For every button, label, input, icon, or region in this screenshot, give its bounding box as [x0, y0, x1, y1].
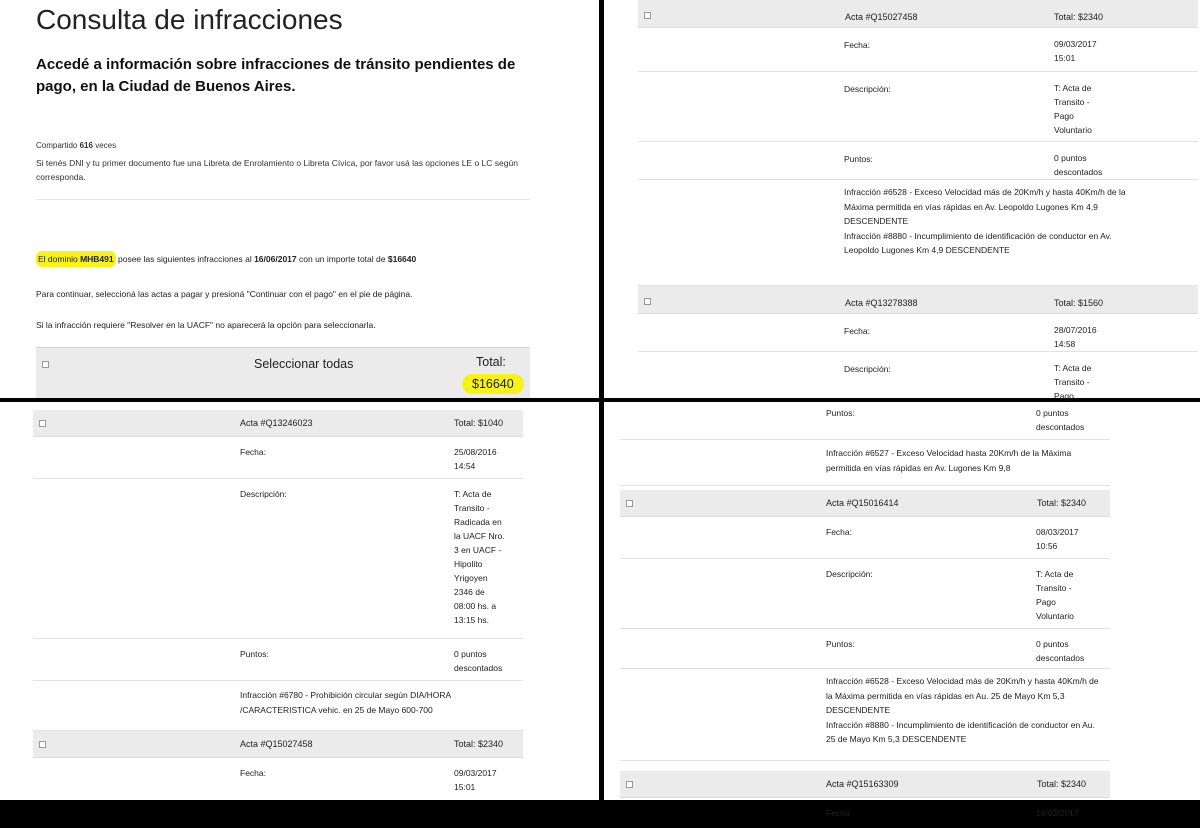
- acta-number: Acta #Q13278388: [845, 298, 918, 308]
- divider: [36, 199, 530, 200]
- fecha-value: 09/03/2017 15:01: [1054, 39, 1097, 63]
- acta-total: Total: $2340: [1037, 779, 1087, 789]
- descripcion-row: [638, 72, 1198, 142]
- fecha-value: 25/08/2016 14:54: [454, 447, 497, 471]
- puntos-value: 0 puntos descontados: [1036, 639, 1085, 663]
- fecha-label: Fecha:: [844, 326, 870, 336]
- descripcion-label: Descripción:: [826, 569, 873, 579]
- fecha-value: 09/03/2017 15:01: [454, 768, 497, 792]
- acta-number: Acta #Q15027458: [845, 12, 918, 22]
- fecha-row: [620, 517, 1110, 559]
- fecha-label: Fecha:: [844, 40, 870, 50]
- descripcion-value: T: Acta de Transito - Pago Voluntario: [1054, 83, 1092, 135]
- infraction-detail-text: Infracción #6528 - Exceso Velocidad más de 20Km/h y hasta 40Km/h de la Máxima permitida en vías rápidas en Av. Leopoldo Lugones Km 4,9 DESCENDENTE Infracción #8880 - Incumplimiento de identificación de conductor en Av. Leopoldo Lugones Km 4,9 DESCENDENTE: [844, 187, 1126, 255]
- acta-number: Acta #Q15016414: [826, 498, 899, 508]
- select-all-checkbox[interactable]: [42, 361, 49, 368]
- dominio-amount-prefix: con un importe total de: [299, 254, 386, 264]
- fecha-row: [33, 758, 523, 800]
- acta-total: Total: $1560: [1054, 298, 1104, 308]
- uacf-note: Si la infracción requiere "Resolver en la UACF" no aparecerá la opción para seleccionarla.: [36, 320, 376, 330]
- fecha-label: Fecha:: [240, 768, 266, 778]
- share-prefix: Compartido: [36, 141, 78, 150]
- acta-header: [620, 771, 1110, 798]
- acta-number: Acta #Q13246023: [240, 418, 313, 428]
- acta-total: Total: $2340: [1037, 498, 1087, 508]
- fecha-row: [33, 437, 523, 479]
- total-label: Total:: [476, 355, 506, 369]
- infractions-panel-3: [0, 402, 599, 800]
- puntos-label: Puntos:: [240, 649, 269, 659]
- continue-note: Para continuar, seleccioná las actas a pagar y presioná "Continuar con el pago" en el pie de página.: [36, 289, 413, 299]
- dominio-plate: MHB491: [80, 254, 114, 264]
- descripcion-value: T: Acta de Transito - Pago: [1054, 363, 1092, 401]
- acta-checkbox[interactable]: [626, 781, 633, 788]
- fecha-label: Fecha:: [826, 808, 852, 818]
- fecha-row: [638, 28, 1198, 72]
- share-suffix: veces: [95, 141, 117, 150]
- fecha-label: Fecha:: [240, 447, 266, 457]
- acta-checkbox[interactable]: [644, 298, 651, 305]
- acta-header: [33, 410, 523, 437]
- descripcion-value: T: Acta de Transito - Pago Voluntario: [1036, 569, 1074, 621]
- descripcion-row: [33, 479, 523, 639]
- page-title: Consulta de infracciones: [36, 4, 343, 35]
- acta-checkbox[interactable]: [39, 741, 46, 748]
- puntos-row: [620, 402, 1110, 440]
- dominio-middle: posee las siguientes infracciones al: [117, 254, 252, 264]
- dni-note: Si tenés DNI y tu primer documento fue una Libreta de Enrolamiento o Libreta Cívica, por favor usá las opciones LE o LC según corresponda.: [36, 158, 518, 182]
- puntos-row: [620, 629, 1110, 669]
- puntos-label: Puntos:: [844, 154, 873, 164]
- fecha-label: Fecha:: [826, 527, 852, 537]
- infraction-detail-text: Infracción #6528 - Exceso Velocidad más de 20Km/h y hasta 40Km/h de la Máxima permitida en vías rápidas en Au. 25 de Mayo Km 5,3 DESCENDENTE Infracción #8880 - Incumplimiento de identificación de conductor en Au. 25 de Mayo Km 5,3 DESCENDENTE: [826, 676, 1099, 744]
- descripcion-value: T: Acta de Transito - Radicada en la UACF Nro. 3 en UACF - Hipolito Yrigoyen 2346 de 08:00 hs. a 13:15 hs.: [454, 489, 505, 625]
- dominio-prefix: El dominio: [38, 254, 78, 264]
- infraction-detail-text: Infracción #6527 - Exceso Velocidad hasta 20Km/h de la Máxima permitida en vías rápidas en Av. Lugones Km 9,8: [826, 448, 1072, 473]
- infraction-detail: [638, 180, 1198, 286]
- infractions-panel-4: [604, 402, 1200, 818]
- infraction-list: [620, 402, 1110, 828]
- acta-total: Total: $2340: [454, 739, 504, 749]
- acta-number: Acta #Q15163309: [826, 779, 899, 789]
- fecha-row: [620, 798, 1110, 828]
- infraction-detail: [620, 440, 1110, 486]
- fecha-value: 08/03/2017 10:56: [1036, 527, 1079, 551]
- select-all-label[interactable]: Seleccionar todas: [254, 357, 354, 371]
- infraction-list: [33, 410, 523, 800]
- infractions-panel-2: [604, 0, 1200, 401]
- dominio-date: 16/06/2017: [254, 254, 297, 264]
- page-subtitle: Accedé a información sobre infracciones de tránsito pendientes de pago, en la Ciudad de Buenos Aires.: [36, 56, 516, 95]
- summary-panel: [0, 0, 599, 398]
- fecha-value: 28/07/2016 14:58: [1054, 325, 1097, 349]
- dominio-highlight: [36, 251, 116, 267]
- puntos-label: Puntos:: [826, 408, 855, 418]
- descripcion-row: [620, 559, 1110, 629]
- puntos-value: 0 puntos descontados: [1054, 153, 1103, 177]
- puntos-label: Puntos:: [826, 639, 855, 649]
- acta-checkbox[interactable]: [644, 12, 651, 19]
- dominio-amount: $16640: [387, 254, 417, 264]
- descripcion-label: Descripción:: [240, 489, 287, 499]
- infraction-detail: [33, 681, 523, 731]
- infraction-list: [638, 0, 1198, 422]
- infraction-detail: [620, 669, 1110, 761]
- acta-header: [638, 286, 1198, 314]
- puntos-row: [33, 639, 523, 681]
- acta-header: [33, 731, 523, 758]
- acta-total: Total: $2340: [1054, 12, 1104, 22]
- acta-checkbox[interactable]: [626, 500, 633, 507]
- total-amount: $16640: [462, 374, 524, 394]
- fecha-value: 14/03/2017: [1036, 808, 1079, 818]
- acta-checkbox[interactable]: [39, 420, 46, 427]
- descripcion-label: Descripción:: [844, 84, 891, 94]
- select-all-bar: [36, 347, 530, 398]
- dominio-summary: [36, 254, 416, 264]
- puntos-value: 0 puntos descontados: [1036, 408, 1085, 432]
- acta-total: Total: $1040: [454, 418, 504, 428]
- descripcion-label: Descripción:: [844, 364, 891, 374]
- acta-header: [620, 490, 1110, 517]
- puntos-row: [638, 142, 1198, 180]
- share-count: [36, 141, 116, 150]
- acta-header: [638, 0, 1198, 28]
- share-number: 616: [79, 141, 93, 150]
- acta-number: Acta #Q15027458: [240, 739, 313, 749]
- puntos-value: 0 puntos descontados: [454, 649, 503, 673]
- fecha-row: [638, 314, 1198, 352]
- infraction-detail-text: Infracción #6780 - Prohibición circular según DIA/HORA /CARACTERISTICA vehic. en 25 de Mayo 600-700: [240, 690, 451, 715]
